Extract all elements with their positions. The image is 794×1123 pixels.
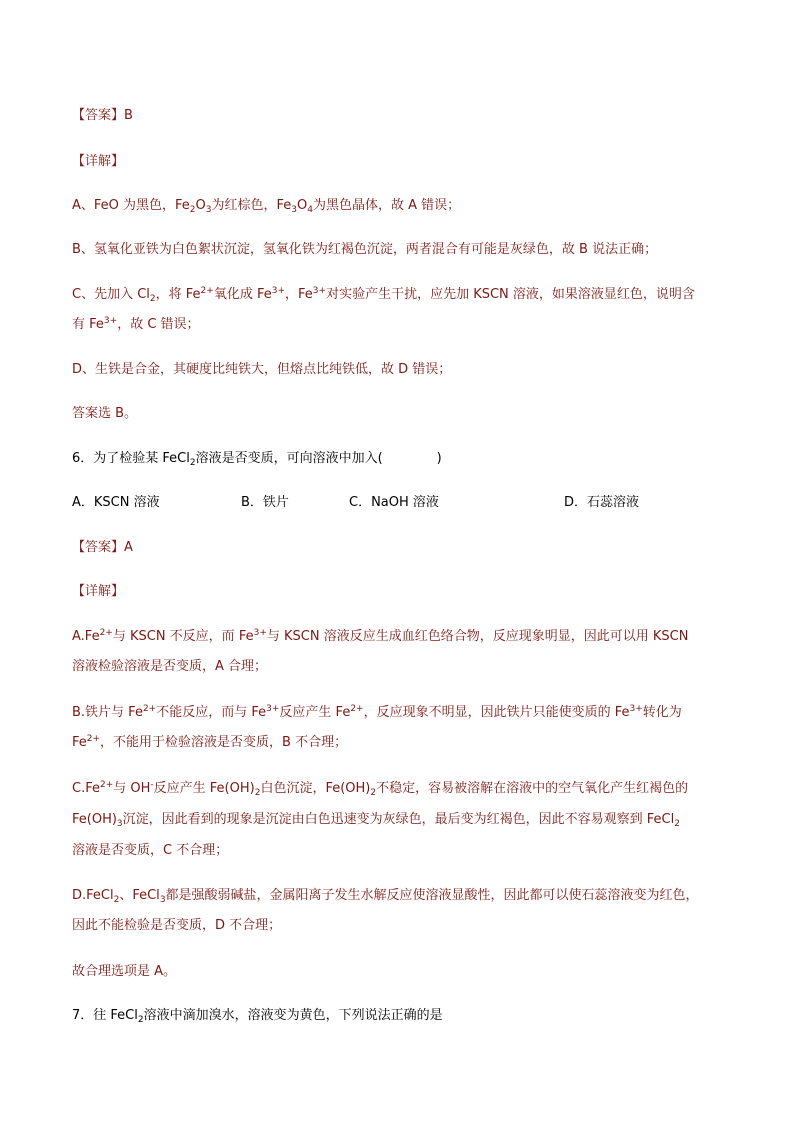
q6-detail-d-line2: 因此不能检验是否变质，D 不合理；	[72, 918, 282, 933]
answer-label: 【答案】	[72, 540, 125, 555]
q6-detail-label: 【详解】	[72, 584, 125, 599]
q5-detail-a: A、FeO 为黑色，$Fe_2O_3$为红棕色，$Fe_3O_4$为黑色晶体，故 A 错误；	[72, 198, 461, 215]
q6-option-b[interactable]: B．铁片	[241, 495, 289, 510]
q6-detail-a-line1: $A.Fe^{2+}$与 KSCN 不反应，而 $Fe^{3+}$与 KSCN 溶液反应生成血红色络合物，反应现象明显，因此可以用 KSCN	[72, 628, 689, 644]
q6-conclusion: 故合理选项是 A。	[72, 964, 177, 979]
answer-value: B	[124, 108, 133, 123]
q6-stem: 6．为了检验某 FeCl$_2$溶液是否变质，可向溶液中加入( )	[72, 451, 442, 468]
q6-detail-c-line3: 溶液是否变质，C 不合理；	[72, 843, 229, 858]
q5-conclusion: 答案选 B。	[72, 406, 138, 421]
answer-label: 【答案】	[72, 108, 125, 123]
q6-detail-a-line2: 溶液检验溶液是否变质，A 合理；	[72, 659, 268, 674]
q6-option-a[interactable]: A．KSCN 溶液	[72, 495, 160, 510]
q6-detail-b-line1: B.铁片与 $Fe^{2+}$不能反应，而与 $Fe^{3+}$反应产生 $Fe^{2+}$，反应现象不明显，因此铁片只能使变质的 $Fe^{3+}$转化为	[72, 704, 682, 720]
q6-detail-b-line2: $Fe^{2+}$，不能用于检验溶液是否变质，B 不合理；	[72, 734, 348, 750]
q5-detail-c-line1: C、先加入 $Cl_2$，将 $Fe^{2+}$氧化成 $Fe^{3+}$，$Fe^{3+}$对实验产生干扰，应先加 KSCN 溶液，如果溶液显红色，说明含	[72, 286, 695, 304]
q5-answer	[72, 104, 133, 123]
q7-stem: 7．往 FeCl$_2$溶液中滴加溴水，溶液变为黄色，下列说法正确的是	[72, 1008, 443, 1025]
q5-detail-label: 【详解】	[72, 154, 125, 169]
q5-detail-b: B、氢氧化亚铁为白色絮状沉淀，氢氧化铁为红褐色沉淀，两者混合有可能是灰绿色，故 B 说法正确；	[72, 242, 658, 257]
q6-detail-d-line1: D.FeCl$_2$、FeCl$_3$都是强酸弱碱盐，金属阳离子发生水解反应使溶液显酸性，因此都可以使石蕊溶液变为红色，	[72, 888, 699, 905]
q6-option-c[interactable]: C．NaOH 溶液	[349, 495, 439, 510]
q5-detail-d: D、生铁是合金，其硬度比纯铁大，但熔点比纯铁低，故 D 错误；	[72, 362, 452, 377]
answer-value: A	[124, 540, 133, 555]
q6-answer	[72, 536, 133, 555]
q5-detail-c-line2: 有 $Fe^{3+}$，故 C 错误；	[72, 316, 200, 332]
q6-detail-c-line2: $Fe(OH)_3$沉淀，因此看到的现象是沉淀由白色迅速变为灰绿色，最后变为红褐色，因此不容易观察到 FeCl$_2$	[72, 812, 680, 829]
q6-option-d[interactable]: D．石蕊溶液	[564, 495, 640, 510]
q6-detail-c-line1: $C.Fe^{2+}$与 OH-反应产生 $Fe(OH)_2$白色沉淀，$Fe(OH)_2$不稳定，容易被溶解在溶液中的空气氧化产生红褐色的	[72, 780, 689, 798]
